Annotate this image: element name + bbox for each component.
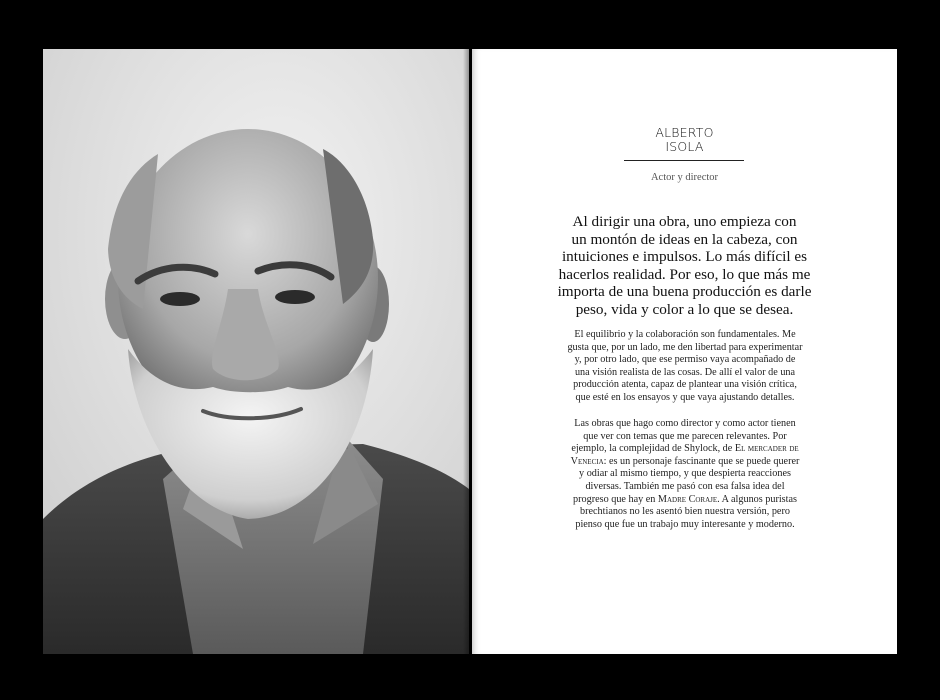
body-text-segment: progreso que hay en — [573, 493, 658, 505]
body-line: El equilibrio y la colaboración son fundamentales. Me — [574, 329, 796, 340]
person-first-name: ALBERTO — [655, 125, 714, 140]
pull-quote — [532, 213, 837, 319]
body-line — [540, 494, 830, 507]
body-line: y odiar al mismo tiempo, y que despierta reacciones — [579, 468, 791, 480]
person-last-name: ISOLA — [665, 139, 704, 154]
portrait-illustration — [43, 49, 469, 654]
quote-line: peso, vida y color a lo que se desea. — [575, 300, 794, 318]
magazine-spread — [43, 49, 897, 654]
body-line: una visión realista de las cosas. De allí el valor de una — [574, 366, 796, 378]
body-line: producción atenta, capaz de plantear una visión crítica, — [573, 379, 797, 391]
body-line: brechtianos no les asentó bien nuestra versión, pero — [580, 506, 790, 518]
body-line: y, por otro lado, que ese permiso vaya acompañado de — [574, 354, 796, 366]
body-text-segment: ejemplo, la complejidad de Shylock, de — [571, 443, 735, 455]
body-line: pienso que fue un trabajo muy interesante y moderno. — [575, 518, 795, 530]
quote-line: un montón de ideas en la cabeza, con — [571, 230, 798, 248]
body-line: que ver con temas que me parecen relevantes. Por — [583, 430, 787, 442]
quote-line: intuiciones e impulsos. Lo más difícil es — [561, 248, 808, 266]
work-title-madre-coraje: Madre Coraje — [657, 493, 718, 505]
work-title-venice: Venecia — [570, 455, 604, 467]
work-title-merchant: El mercader de — [734, 443, 799, 455]
quote-line: hacerlos realidad. Por eso, lo que más me — [558, 265, 811, 283]
body-text-segment: . A algunos puristas — [717, 493, 797, 505]
body-text-segment: : es un personaje fascinante que se puede querer — [603, 455, 800, 467]
title-divider — [624, 160, 744, 161]
body-paragraph-2 — [540, 418, 830, 531]
body-line: diversas. También me pasó con esa falsa idea del — [585, 480, 785, 492]
quote-line: Al dirigir una obra, uno empieza con — [572, 213, 797, 230]
body-paragraph-1 — [540, 329, 830, 405]
body-line: Las obras que hago como director y como actor tienen — [574, 418, 796, 429]
body-line: que esté en los ensayos y que vaya ajustando detalles. — [575, 391, 795, 403]
text-page — [472, 49, 897, 654]
body-line — [540, 443, 830, 456]
body-line — [540, 456, 830, 469]
portrait-photo — [43, 49, 469, 654]
body-line: gusta que, por un lado, me den libertad para experimentar — [567, 341, 803, 353]
quote-line: importa de una buena producción es darle — [557, 283, 812, 301]
person-role: Actor y director — [650, 172, 719, 183]
